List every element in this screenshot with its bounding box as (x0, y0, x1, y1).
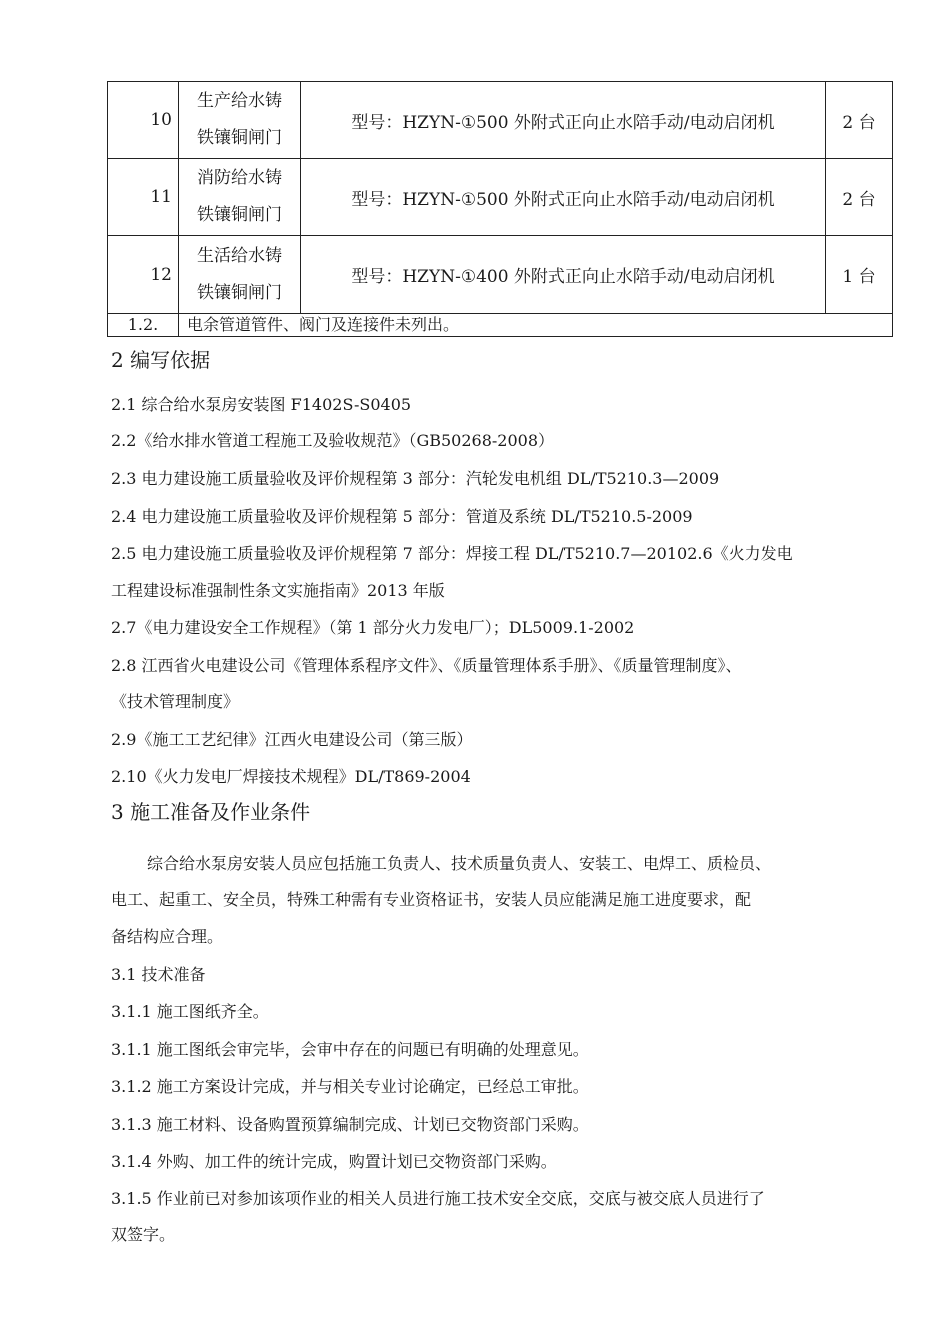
item-qty: 2 台 (826, 159, 893, 236)
paragraph-line: 备结构应合理。 (111, 927, 224, 946)
list-item: 3.1.1 施工图纸齐全。 (111, 1002, 269, 1021)
table-row (108, 159, 893, 236)
table-row (108, 236, 893, 314)
reference-item: 2.5 电力建设施工质量验收及评价规程第 7 部分：焊接工程 DL/T5210.7—20102.6《火力发电 (111, 544, 793, 563)
reference-item: 工程建设标准强制性条文实施指南》2013 年版 (111, 581, 445, 600)
reference-item: 2.2《给水排水管道工程施工及验收规范》（GB50268-2008） (111, 431, 555, 450)
paragraph-line: 电工、起重工、安全员，特殊工种需有专业资格证书，安装人员应能满足施工进度要求，配 (111, 890, 752, 909)
subsection-heading: 3.1 技术准备 (111, 965, 206, 984)
list-item: 3.1.1 施工图纸会审完毕，会审中存在的问题已有明确的处理意见。 (111, 1040, 589, 1059)
reference-item: 2.9《施工工艺纪律》江西火电建设公司（第三版） (111, 730, 473, 749)
item-spec: 型号：HZYN-①500 外附式正向止水陪手动/电动启闭机 (301, 159, 826, 236)
reference-item: 2.10《火力发电厂焊接技术规程》DL/T869-2004 (111, 767, 471, 786)
item-spec: 型号：HZYN-①400 外附式正向止水陪手动/电动启闭机 (301, 236, 826, 314)
table-row (108, 82, 893, 159)
table-note-row (108, 314, 893, 337)
row-number: 10 (108, 82, 179, 159)
reference-item: 《技术管理制度》 (111, 692, 240, 711)
item-name: 生活给水铸 铁镶铜闸门 (179, 236, 301, 314)
list-item: 3.1.3 施工材料、设备购置预算编制完成、计划已交物资部门采购。 (111, 1115, 589, 1134)
list-item: 3.1.4 外购、加工件的统计完成，购置计划已交物资部门采购。 (111, 1152, 557, 1171)
reference-item: 2.1 综合给水泵房安装图 F1402S-S0405 (111, 395, 412, 414)
reference-item: 2.8 江西省火电建设公司《管理体系程序文件》、《质量管理体系手册》、《质量管理制度》、 (111, 656, 742, 675)
reference-item: 2.3 电力建设施工质量验收及评价规程第 3 部分：汽轮发电机组 DL/T5210.3—2009 (111, 469, 720, 488)
reference-item: 2.7《电力建设安全工作规程》（第 1 部分火力发电厂）；DL5009.1-2002 (111, 618, 635, 637)
equipment-table (107, 81, 893, 337)
row-number: 12 (108, 236, 179, 314)
item-name: 生产给水铸 铁镶铜闸门 (179, 82, 301, 159)
item-qty: 1 台 (826, 236, 893, 314)
note-number: 1.2. (108, 314, 179, 337)
item-name: 消防给水铸 铁镶铜闸门 (179, 159, 301, 236)
section-2-heading: 2 编写依据 (111, 348, 211, 372)
list-item: 双签字。 (111, 1225, 176, 1244)
item-spec: 型号：HZYN-①500 外附式正向止水陪手动/电动启闭机 (301, 82, 826, 159)
item-qty: 2 台 (826, 82, 893, 159)
list-item: 3.1.5 作业前已对参加该项作业的相关人员进行施工技术安全交底，交底与被交底人员进行了 (111, 1189, 765, 1208)
paragraph-line: 综合给水泵房安装人员应包括施工负责人、技术质量负责人、安装工、电焊工、质检员、 (147, 854, 772, 873)
list-item: 3.1.2 施工方案设计完成，并与相关专业讨论确定，已经总工审批。 (111, 1077, 589, 1096)
row-number: 11 (108, 159, 179, 236)
note-text: 电余管道管件、阀门及连接件未列出。 (179, 314, 893, 337)
reference-item: 2.4 电力建设施工质量验收及评价规程第 5 部分：管道及系统 DL/T5210.5-2009 (111, 507, 693, 526)
section-3-heading: 3 施工准备及作业条件 (111, 800, 311, 824)
